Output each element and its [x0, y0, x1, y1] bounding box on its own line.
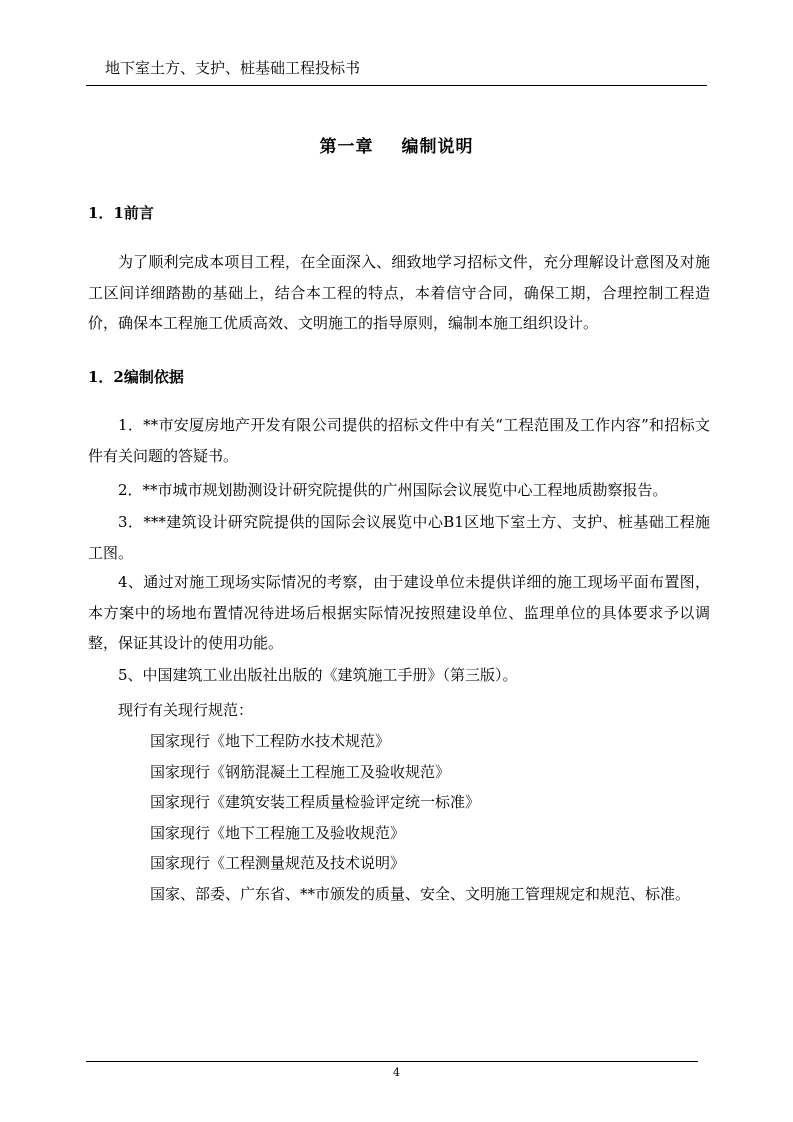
basis-item-1: 1．**市安厦房地产开发有限公司提供的招标文件中有关“工程范围及工作内容”和招标文件有关问题的答疑书。	[88, 416, 710, 465]
section-heading-basis: 1．2编制依据	[88, 368, 184, 386]
foreword-paragraph: 为了顺利完成本项目工程，在全面深入、细致地学习招标文件，充分理解设计意图及对施工区间详细踏勘的基础上，结合本工程的特点，本着信守合同，确保工期，合理控制工程造价，确保本工程施工优质高效、文明施工的指导原则，编制本施工组织设计。	[88, 253, 710, 332]
section-heading-foreword: 1．1前言	[88, 204, 154, 222]
standard-item-1: 国家现行《地下工程防水技术规范》	[150, 732, 391, 750]
page-number: 4	[393, 1066, 400, 1079]
chapter-title	[0, 136, 793, 158]
standard-item-3: 国家现行《建筑安装工程质量检验评定统一标准》	[150, 793, 481, 811]
basis-item-3: 3．***建筑设计研究院提供的国际会议展览中心B1区地下室土方、支护、桩基础工程施工图。	[88, 513, 710, 562]
standard-item-2: 国家现行《钢筋混凝土工程施工及验收规范》	[150, 763, 451, 781]
basis-item-2: 2．**市城市规划勘测设计研究院提供的广州国际会议展览中心工程地质勘察报告。	[118, 481, 668, 499]
header-divider	[86, 85, 707, 86]
standards-intro: 现行有关现行规范：	[118, 701, 254, 719]
basis-item-5: 5、中国建筑工业出版社出版的《建筑施工手册》（第三版）。	[118, 666, 518, 684]
chapter-name: 编制说明	[401, 137, 474, 157]
standard-item-6: 国家、部委、广东省、**市颁发的质量、安全、文明施工管理规定和规范、标准。	[150, 885, 691, 903]
chapter-number: 第一章	[319, 137, 374, 157]
basis-item-4: 4、通过对施工现场实际情况的考察，由于建设单位未提供详细的施工现场平面布置图，本方案中的场地布置情况待进场后根据实际情况按照建设单位、监理单位的具体要求予以调整，保证其设计的使用功能。	[88, 573, 710, 652]
running-header: 地下室土方、支护、桩基础工程投标书	[105, 59, 361, 77]
standard-item-4: 国家现行《地下工程施工及验收规范》	[150, 824, 406, 842]
standard-item-5: 国家现行《工程测量规范及技术说明》	[150, 854, 406, 872]
footer-divider	[86, 1061, 698, 1062]
